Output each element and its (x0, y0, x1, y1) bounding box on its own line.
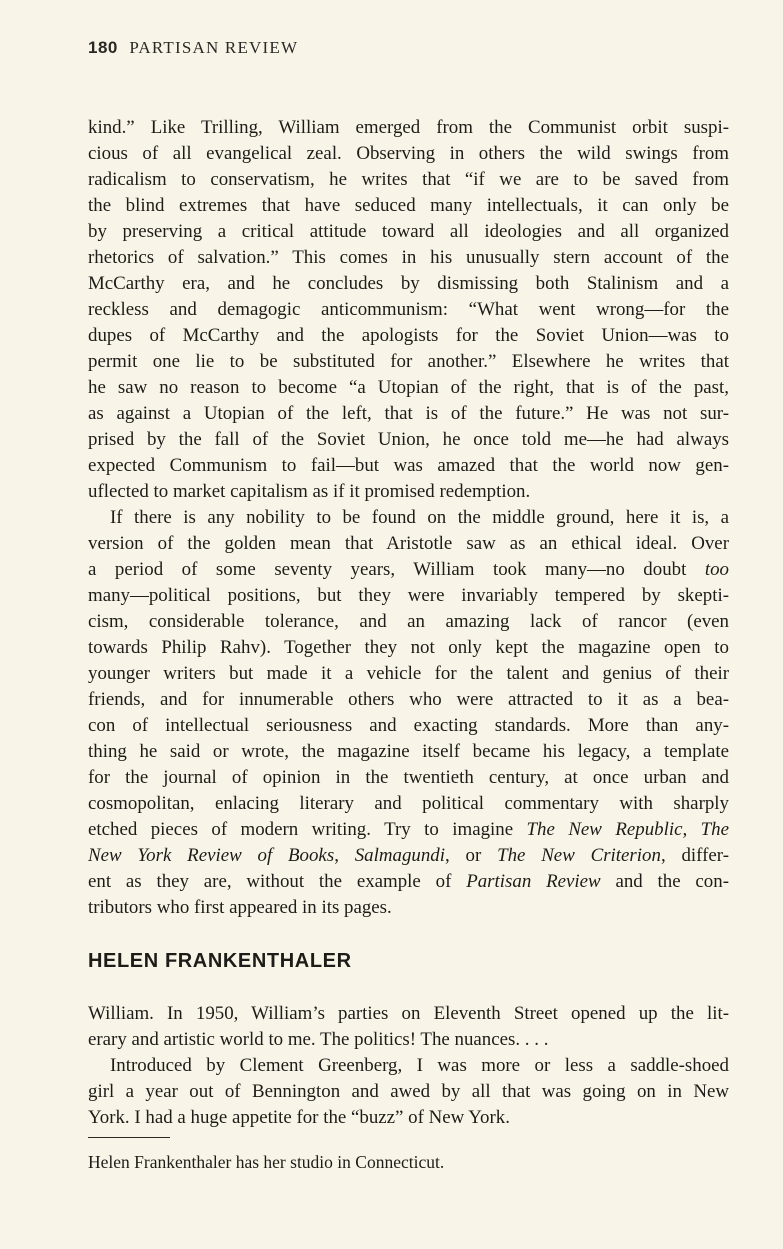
text-line: York. I had a huge appetite for the “buzz” of New York. (88, 1107, 510, 1128)
text-line: for the journal of opinion in the twentieth century, at once urban and (88, 767, 729, 788)
text-line: cosmopolitan, enlacing literary and political commentary with sharply (88, 793, 729, 814)
text-line: by preserving a critical attitude toward all ideologies and all organized (88, 221, 729, 242)
text-line: kind.” Like Trilling, William emerged from the Communist orbit suspi- (88, 117, 729, 138)
text-segment: , differ- (660, 845, 729, 866)
text-line: girl a year out of Bennington and awed by all that was going on in New (88, 1081, 729, 1102)
text-line (88, 869, 729, 895)
text-line: many—political positions, but they were invariably tempered by skepti- (88, 585, 729, 606)
text-line: con of intellectual seriousness and exacting standards. More than any- (88, 715, 729, 736)
article-body (88, 115, 729, 921)
text-line: rhetorics of salvation.” This comes in his unusually stern account of the (88, 247, 729, 268)
italic-segment: too (704, 559, 729, 580)
footnote-rule (88, 1137, 170, 1138)
text-line: cious of all evangelical zeal. Observing in others the wild swings from (88, 143, 729, 164)
footnote: Helen Frankenthaler has her studio in Connecticut. (88, 1152, 445, 1172)
text-segment: and the con- (600, 871, 729, 892)
text-line: radicalism to conservatism, he writes that “if we are to be saved from (88, 169, 729, 190)
italic-segment: The New Republic, The (526, 819, 729, 840)
text-segment: , or (444, 845, 498, 866)
text-line: towards Philip Rahv). Together they not only kept the magazine open to (88, 637, 729, 658)
italic-segment: Partisan Review (466, 871, 601, 892)
text-line: reckless and demagogic anticommunism: “What went wrong—for the (88, 299, 729, 320)
text-line: thing he said or wrote, the magazine itself became his legacy, a template (88, 741, 729, 762)
text-line: version of the golden mean that Aristotle saw as an ethical ideal. Over (88, 533, 729, 554)
text-line: permit one lie to be substituted for another.” Elsewhere he writes that (88, 351, 729, 372)
text-line: McCarthy era, and he concludes by dismissing both Stalinism and a (88, 273, 729, 294)
text-line: friends, and for innumerable others who were attracted to it as a bea- (88, 689, 729, 710)
text-line: he saw no reason to become “a Utopian of the right, that is of the past, (88, 377, 729, 398)
text-segment: , (334, 845, 355, 866)
italic-segment: New York Review of Books (88, 845, 335, 866)
journal-title: PARTISAN REVIEW (129, 38, 299, 57)
text-line: Introduced by Clement Greenberg, I was more or less a saddle-shoed (110, 1055, 729, 1076)
text-line (88, 817, 729, 843)
italic-segment: Salmagundi (354, 845, 445, 866)
text-segment: etched pieces of modern writing. Try to imagine (88, 819, 527, 840)
page-number: 180 (88, 38, 118, 57)
text-line (88, 843, 729, 869)
text-line: dupes of McCarthy and the apologists for the Soviet Union—was to (88, 325, 729, 346)
text-line: uflected to market capitalism as if it promised redemption. (88, 481, 531, 502)
text-line: prised by the fall of the Soviet Union, he once told me—he had always (88, 429, 729, 450)
text-line (88, 557, 729, 583)
paragraph-1 (88, 115, 729, 505)
paragraph-2 (88, 505, 729, 921)
text-line: the blind extremes that have seduced many intellectuals, it can only be (88, 195, 729, 216)
text-line: younger writers but made it a vehicle for the talent and genius of their (88, 663, 729, 684)
text-line: William. In 1950, William’s parties on Eleventh Street opened up the lit- (88, 1003, 729, 1024)
text-line: erary and artistic world to me. The politics! The nuances. . . . (88, 1029, 549, 1050)
italic-segment: The New Criterion (497, 845, 661, 866)
text-line: If there is any nobility to be found on the middle ground, here it is, a (110, 507, 729, 528)
text-line: tributors who first appeared in its pages. (88, 897, 392, 918)
text-segment: ent as they are, without the example of (88, 871, 467, 892)
text-line: cism, considerable tolerance, and an amazing lack of rancor (even (88, 611, 729, 632)
section-body (88, 1001, 729, 1131)
running-head (88, 38, 298, 58)
text-line: expected Communism to fail—but was amazed that the world now gen- (88, 455, 729, 476)
text-line: as against a Utopian of the left, that is of the future.” He was not sur- (88, 403, 729, 424)
text-segment: a period of some seventy years, William took many—no doubt (88, 559, 705, 580)
section-heading: HELEN FRANKENTHALER (88, 950, 352, 972)
